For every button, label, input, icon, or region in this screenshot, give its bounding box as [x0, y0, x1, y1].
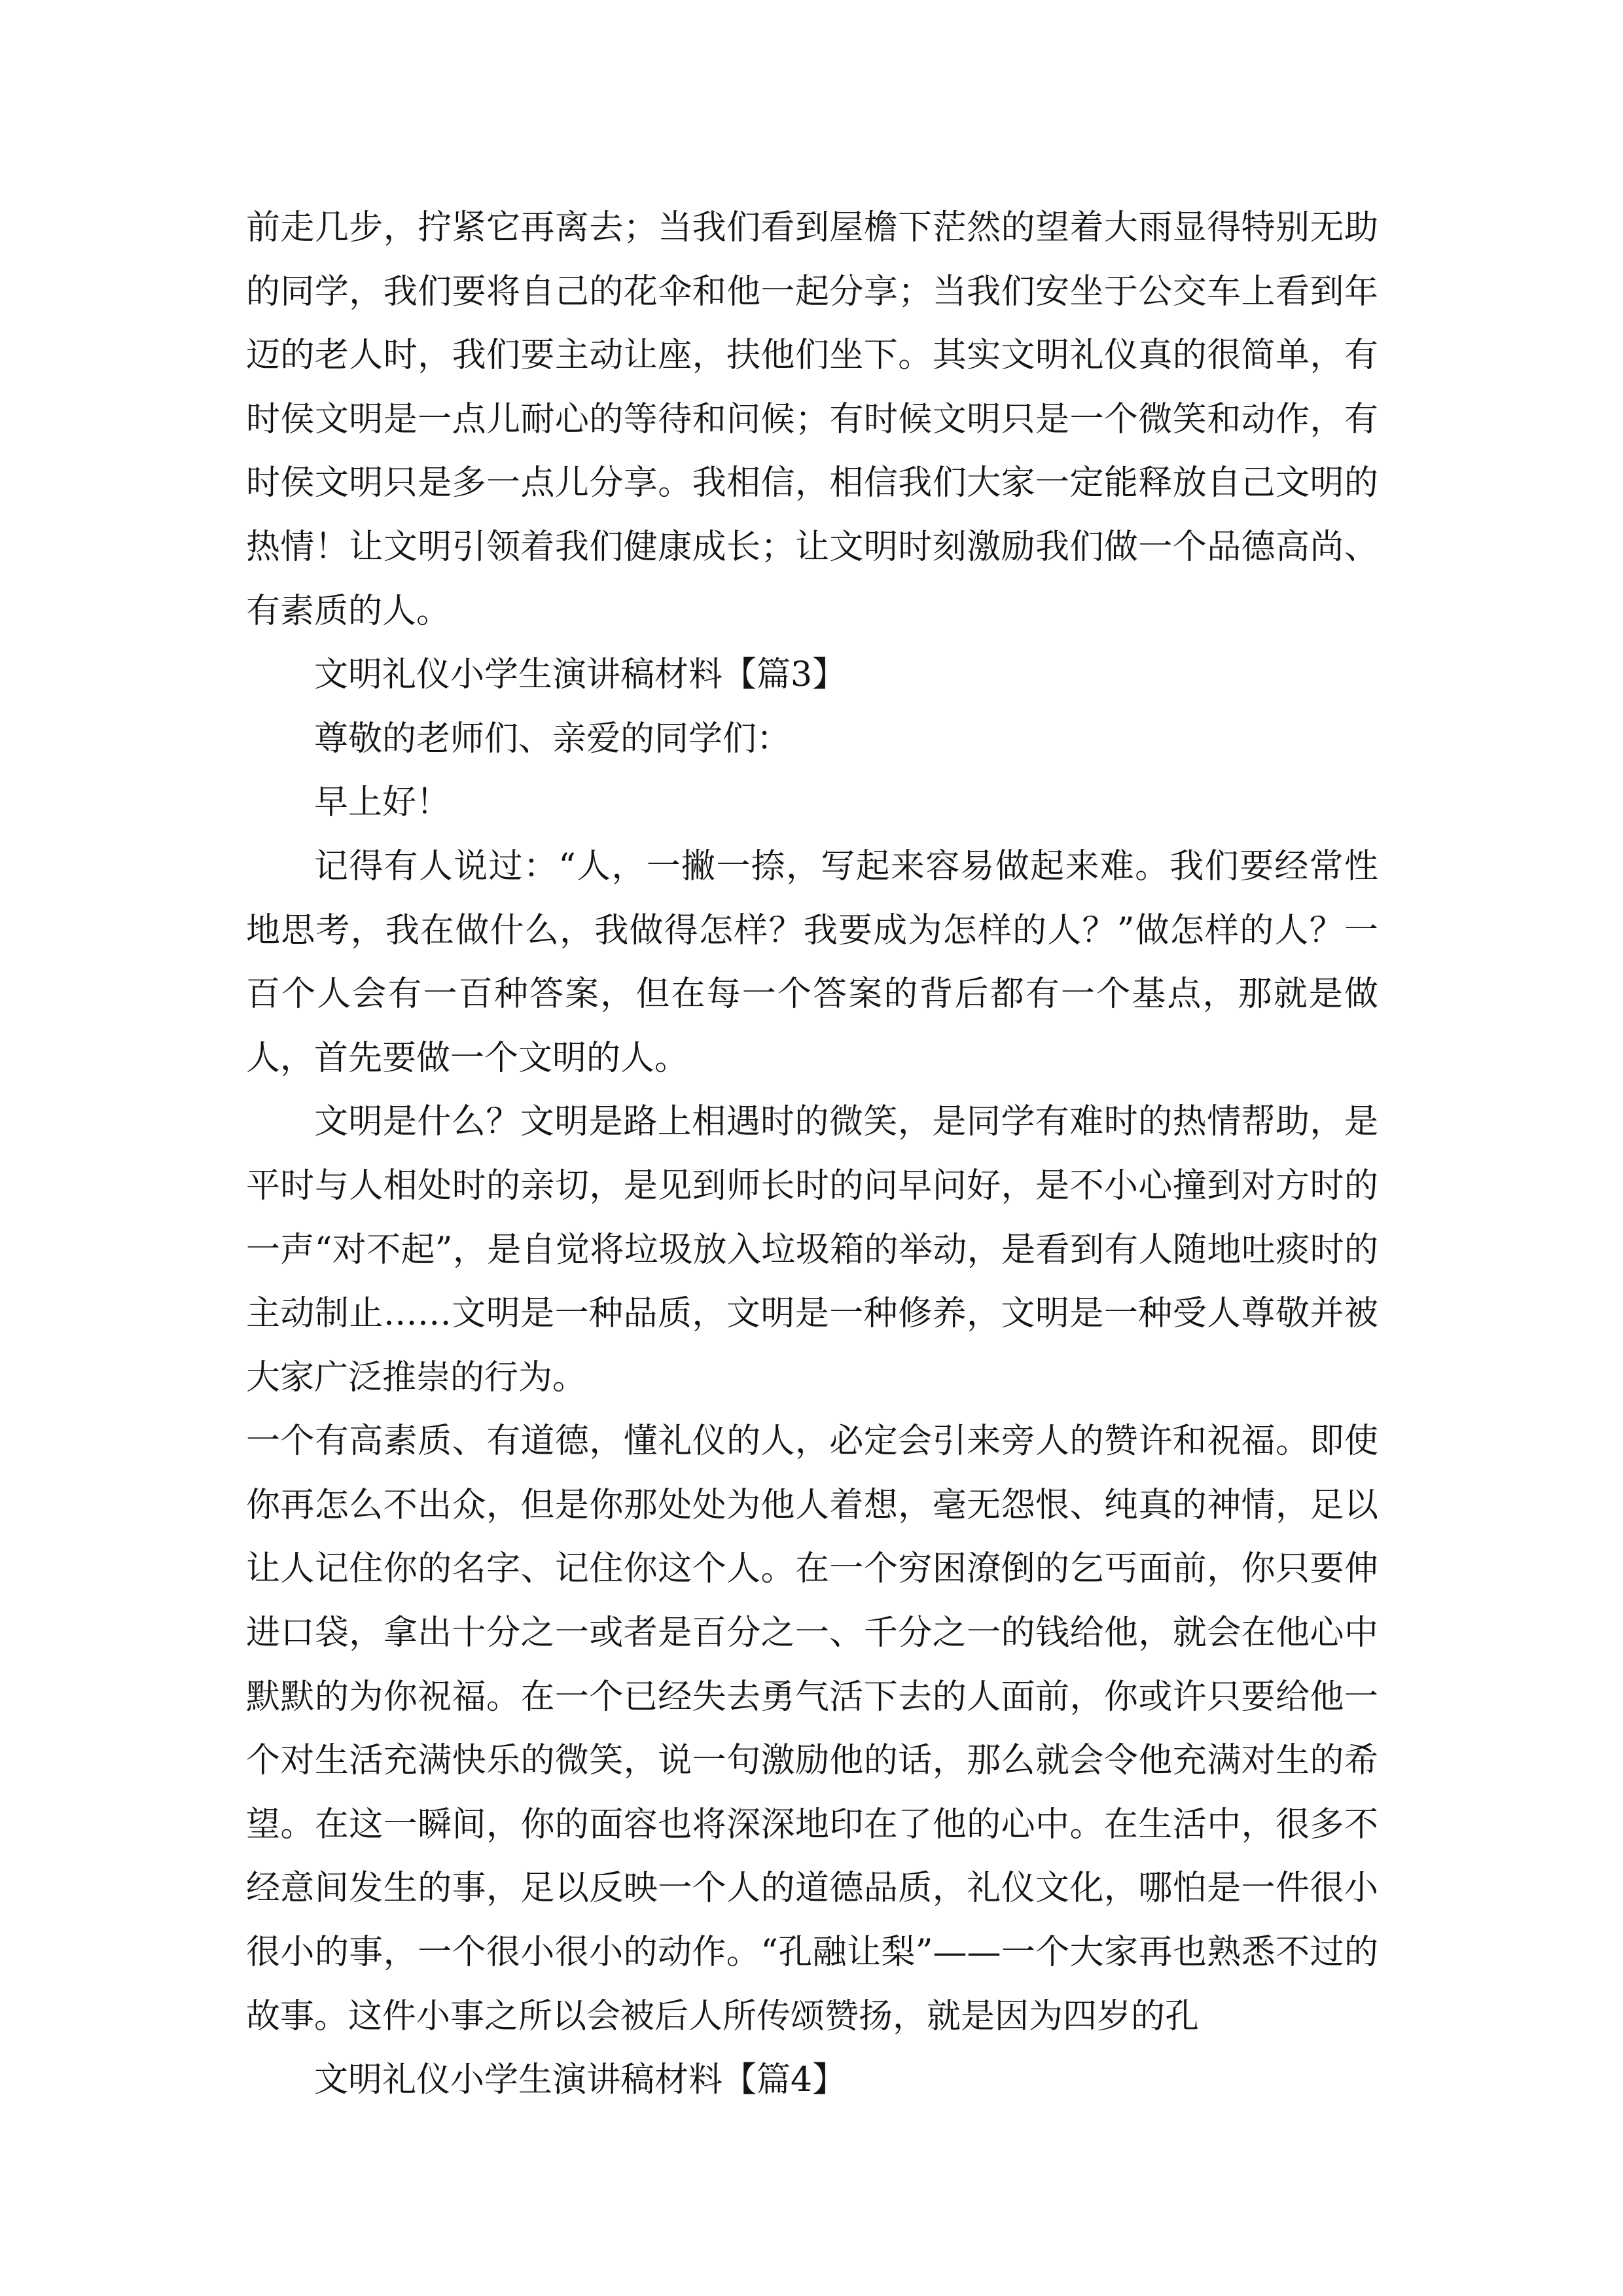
paragraph-body: 记得有人说过：“人，一撇一捺，写起来容易做起来难。我们要经常性地思考，我在做什么，我做得怎样？我要成为怎样的人？”做怎样的人？一百个人会有一百种答案，但在每一个答案的背后都有一个基点，那就是做人，首先要做一个文明的人。 — [246, 846, 1378, 1078]
paragraph-continuation: 前走几步，拧紧它再离去；当我们看到屋檐下茫然的望着大雨显得特别无助的同学，我们要将自己的花伞和他一起分享；当我们安坐于公交车上看到年迈的老人时，我们要主动让座，扶他们坐下。其实文明礼仪真的很简单，有时侯文明是一点儿耐心的等待和问候；有时候文明只是一个微笑和动作，有时侯文明只是多一点儿分享。我相信，相信我们大家一定能释放自己文明的热情！让文明引领着我们健康成长；让文明时刻激励我们做一个品德高尚、有素质的人。 — [246, 208, 1378, 631]
section-heading-part-4: 文明礼仪小学生演讲稿材料【篇4】 — [314, 2060, 847, 2100]
greeting: 早上好！ — [314, 783, 451, 823]
paragraph-body: 文明是什么？文明是路上相遇时的微笑，是同学有难时的热情帮助，是平时与人相处时的亲切，是见到师长时的问早问好，是不小心撞到对方时的一声“对不起”，是自觉将垃圾放入垃圾箱的举动，是看到有人随地吐痰时的主动制止……文明是一种品质，文明是一种修养，文明是一种受人尊敬并被大家广泛推崇的行为。 — [246, 1102, 1378, 1397]
paragraph-body: 一个有高素质、有道德，懂礼仪的人，必定会引来旁人的赞许和祝福。即使你再怎么不出众，但是你那处处为他人着想，毫无怨恨、纯真的神情，足以让人记住你的名字、记住你这个人。在一个穷困潦倒的乞丐面前，你只要伸进口袋，拿出十分之一或者是百分之一、千分之一的钱给他，就会在他心中默默的为你祝福。在一个已经失去勇气活下去的人面前，你或许只要给他一个对生活充满快乐的微笑，说一句激励他的话，那么就会令他充满对生的希望。在这一瞬间，你的面容也将深深地印在了他的心中。在生活中，很多不经意间发生的事，足以反映一个人的道德品质，礼仪文化，哪怕是一件很小很小的事，一个很小很小的动作。“孔融让梨”——一个大家再也熟悉不过的故事。这件小事之所以会被后人所传颂赞扬，就是因为四岁的孔 — [246, 1422, 1378, 2036]
document-body — [246, 196, 1378, 2113]
section-heading-part-3: 文明礼仪小学生演讲稿材料【篇3】 — [314, 655, 847, 695]
salutation: 尊敬的老师们、亲爱的同学们： — [314, 719, 791, 759]
